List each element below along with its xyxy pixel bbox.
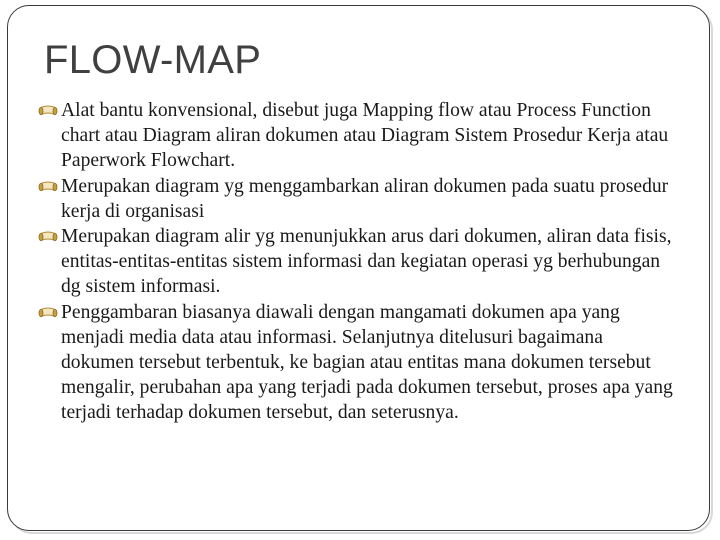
scroll-bullet-icon	[38, 229, 58, 244]
bullet-text: Alat bantu konvensional, disebut juga Mapping flow atau Process Function chart atau Diagram aliran dokumen atau Diagram Sistem Prosedur Kerja atau Paperwork Flowchart.	[61, 100, 669, 172]
scroll-bullet-icon	[38, 179, 58, 194]
bullet-item	[38, 224, 678, 300]
bullet-item	[38, 98, 678, 174]
bullet-text: Merupakan diagram alir yg menunjukkan arus dari dokumen, aliran data fisis, entitas-entitas-entitas sistem informasi dan kegiatan operasi yg berhubungan dg sistem informasi.	[61, 226, 672, 298]
slide-title: FLOW-MAP	[44, 38, 262, 82]
bullet-text: Merupakan diagram yg menggambarkan aliran dokumen pada suatu prosedur kerja di organisasi	[61, 175, 669, 222]
bullet-item	[38, 300, 678, 426]
bullet-list	[38, 98, 678, 426]
bullet-text: Penggambaran biasanya diawali dengan mangamati dokumen apa yang menjadi media data atau informasi. Selanjutnya ditelusuri bagaimana dokumen tersebut terbentuk, ke bagian atau entitas mana dokumen tersebut mengalir, perubahan apa yang terjadi pada dokumen tersebut, proses apa yang terjadi terhadap dokumen tersebut, dan seterusnya.	[61, 301, 673, 424]
bullet-item	[38, 174, 678, 224]
scroll-bullet-icon	[38, 103, 58, 118]
scroll-bullet-icon	[38, 305, 58, 320]
